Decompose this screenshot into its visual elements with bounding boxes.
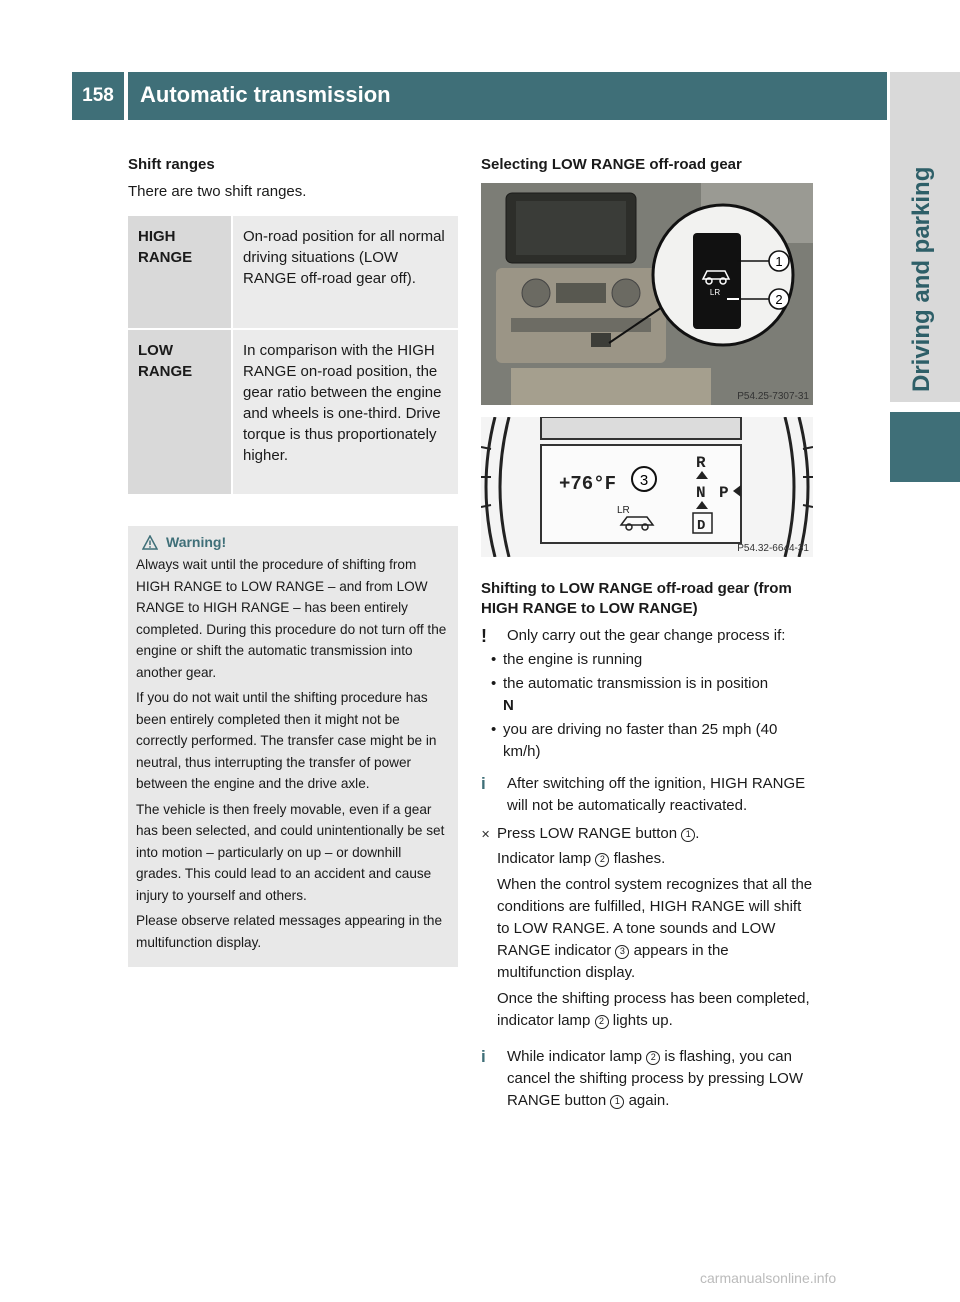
caution-note [481, 625, 813, 647]
side-tab-marker [890, 412, 960, 482]
display-illustration [481, 417, 813, 557]
console-illustration [481, 183, 813, 405]
list-item [481, 673, 813, 717]
bullet-text: the automatic transmission is in position [503, 675, 769, 692]
bullet-icon: • [491, 675, 497, 692]
left-column [128, 155, 458, 967]
table-value: On-road position for all normal driving situations (LOW RANGE off-road gear off). [231, 216, 458, 328]
warning-paragraph: Please observe related messages appearing in the multifunction display. [136, 913, 443, 950]
warning-paragraph: Always wait until the procedure of shifting from HIGH RANGE to LOW RANGE – and from LOW RANGE to HIGH RANGE – has been entirely completed. During this procedure do not turn off the engine or shift the automatic transmission into another gear. [136, 557, 447, 680]
table-key: HIGH RANGE [128, 216, 231, 328]
bullet-icon: • [491, 721, 497, 738]
exclamation-icon: ! [481, 626, 487, 646]
footer-watermark: carmanualsonline.info [700, 1270, 837, 1286]
callout-2: 2 [775, 292, 783, 307]
shifting-subtitle: Shifting to LOW RANGE off-road gear (from HIGH RANGE to LOW RANGE) [481, 580, 792, 617]
photo-caption: P54.25-7307-31 [737, 391, 809, 402]
callout-3: 3 [639, 472, 649, 489]
info-text: While indicator lamp 2 is flashing, you can cancel the shifting process by pressing LOW RANGE button 1 again. [507, 1048, 803, 1109]
warning-paragraph: The vehicle is then freely movable, even if a gear has been selected, and could unintentionally be set into motion – particularly on up – or downhill grades. This could lead to an accident and cause injury to yourself and others. [136, 801, 445, 903]
button-lr-label: LR [709, 288, 721, 297]
step-arrow-icon: ✕ [481, 829, 491, 841]
result-text: When the control system recognizes that all the conditions are fulfilled, HIGH RANGE will shift to LOW RANGE. A tone sounds and LOW RANGE indicator 3 appears in the multifunction display. [497, 876, 813, 981]
warning-paragraph: If you do not wait until the shifting procedure has been entirely completed then it might not be correctly performed. The transfer case might be in neutral, thus interrupting the transfer of power between the engine and the drive axle. [136, 690, 437, 791]
side-tab [890, 72, 960, 1302]
table-row [128, 216, 458, 330]
section-title-low-range: Selecting LOW RANGE off-road gear [481, 156, 742, 173]
bullet-text-wrap [503, 673, 768, 717]
page-number: 158 [72, 72, 124, 120]
gear-p: P [719, 484, 729, 502]
warning-header [142, 534, 450, 550]
info-icon: i [481, 774, 486, 793]
display-caption: P54.32-6644-31 [737, 543, 809, 554]
table-row [128, 330, 458, 496]
header-bar [128, 72, 887, 120]
list-item [481, 719, 813, 763]
info-note [481, 1046, 813, 1112]
warning-title: Warning! [166, 534, 227, 550]
lr-indicator-text: LR [617, 505, 630, 516]
callout-1: 1 [775, 254, 783, 269]
shift-range-table [128, 216, 458, 496]
list-item [481, 649, 813, 671]
result-text: Indicator lamp 2 flashes. [497, 850, 666, 867]
info-note [481, 773, 813, 817]
warning-triangle-icon [142, 535, 158, 550]
intro-text: There are two shift ranges. [128, 183, 307, 200]
table-value: In comparison with the HIGH RANGE on-road position, the gear ratio between the engine and wheels is one-third. Drive torque is thus proportionately higher. [231, 330, 458, 494]
side-tab-label: Driving and parking [908, 166, 935, 392]
info-icon: i [481, 1047, 486, 1066]
caution-text: Only carry out the gear change process if: [507, 627, 786, 644]
page-title: Automatic transmission [140, 82, 391, 107]
display-drawing [481, 417, 813, 557]
console-photo [481, 183, 813, 405]
step-press-button [481, 823, 813, 846]
bullet-text: the engine is running [503, 651, 643, 668]
bullet-text: you are driving no faster than 25 mph (40 km/h) [503, 721, 778, 760]
section-title-shift-ranges: Shift ranges [128, 156, 215, 173]
warning-box [128, 526, 458, 967]
table-key: LOW RANGE [128, 330, 231, 494]
gear-d: D [697, 518, 706, 534]
step-text: Press LOW RANGE button 1 . [497, 825, 700, 842]
gear-position-n: N [503, 697, 514, 714]
temperature-readout: +76°F [559, 473, 617, 495]
info-text: After switching off the ignition, HIGH RANGE will not be automatically reactivated. [507, 775, 806, 814]
gear-r: R [696, 454, 706, 472]
right-column [481, 155, 813, 1112]
result-text: Once the shifting process has been completed, indicator lamp 2 lights up. [497, 990, 810, 1029]
gear-n: N [696, 484, 706, 502]
bullet-icon: • [491, 651, 497, 668]
